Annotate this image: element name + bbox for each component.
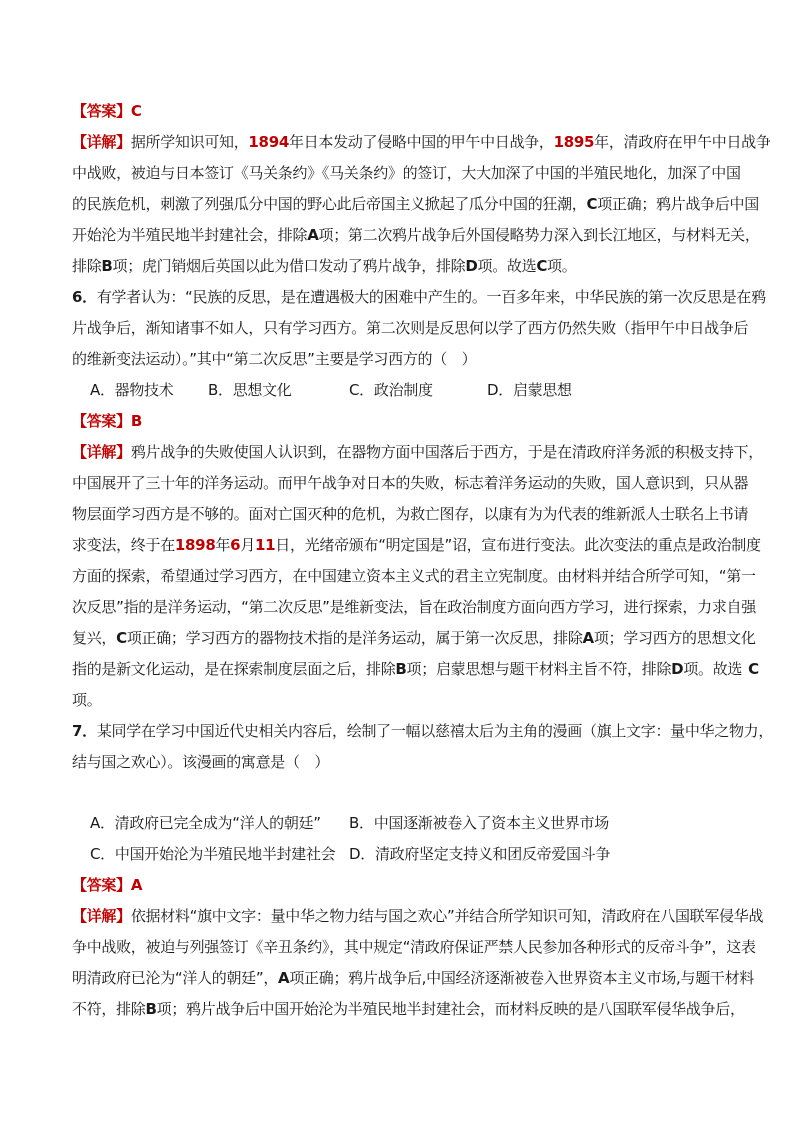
option-letter: B (101, 257, 113, 275)
text: 月 (240, 536, 256, 554)
text: 鸦片战争的失败使国人认识到，在器物方面中国落后于西方，于是在清政府洋务派的积极支持下， (130, 443, 763, 461)
text: 依据材料“旗中文字：量中华之物力结与国之欢心”并结合所学知识可知，清政府在八国联军侵华战 (130, 907, 764, 925)
detail-6-line-8 (72, 654, 759, 685)
option-letter: B (145, 1000, 157, 1018)
text: 项正确；鸦片战争后,中国经济逐渐被卷入世界资本主义市场,与题干材料 (289, 969, 754, 987)
text: 年 (215, 536, 231, 554)
detail-tag: 【详解】 (72, 133, 131, 151)
answer-value: C (130, 102, 142, 120)
option-letter: D (465, 257, 478, 275)
answer-value: B (130, 412, 142, 430)
detail-7-line-3 (72, 963, 754, 994)
text: 项；虎门销烟后英国以此为借口发动了鸦片战争，排除 (112, 257, 466, 275)
question-text: 有学者认为：“民族的反思，是在遭遇极大的困难中产生的。一百多年来，中华民族的第一次反思是在鸦 (96, 288, 766, 306)
option-letter: A (582, 629, 594, 647)
option-letter: C (748, 660, 759, 678)
option-letter: A (278, 969, 290, 987)
question-7-options-row-2 (72, 839, 726, 870)
question-text: 某同学在学习中国近代史相关内容后，绘制了一幅以慈禧太后为主角的漫画（旗上文字：量中华之物力， (96, 722, 774, 740)
option-b[interactable]: B．思想文化 (208, 381, 292, 399)
day: 11 (255, 536, 276, 554)
detail-7-line-2: 争中战败，被迫与列强签订《辛丑条约》，其中规定“清政府保证严禁人民参加各种形式的反帝斗争”，这表 (72, 938, 756, 956)
question-6-line-1 (72, 282, 766, 313)
answer-6-line (72, 406, 726, 437)
detail-5-line-4 (72, 220, 760, 251)
text: 项；学习西方的思想文化 (593, 629, 756, 647)
question-6-line-2: 片战争后，渐知诸事不如人，只有学习西方。第二次则是反思何以学了西方仍然失败（指甲午中日战争后 (72, 319, 749, 337)
text: 项。故选 (683, 660, 743, 678)
text: 指的是新文化运动，是在探索制度层面之后，排除 (72, 660, 396, 678)
answer-7-line (72, 870, 726, 901)
detail-6-line-2: 中国展开了三十年的洋务运动。而甲午战争对日本的失败，标志着洋务运动的失败，国人意识到，只从器 (72, 474, 749, 492)
detail-7-line-1 (72, 901, 764, 932)
detail-tag: 【详解】 (72, 443, 131, 461)
option-letter: C (586, 195, 598, 213)
text: 开始沦为半殖民地半封建社会，排除 (72, 226, 308, 244)
text: 排除 (72, 257, 102, 275)
detail-5-line-2: 中战败，被迫与日本签订《马关条约》《马关条约》的签订，大大加深了中国的半殖民地化，加深了中国 (72, 164, 741, 182)
answer-5-line (72, 96, 726, 127)
option-b[interactable]: B．中国逐渐被卷入了资本主义世界市场 (349, 814, 609, 832)
detail-6-line-6: 次反思”指的是洋务运动，“第二次反思”是维新变法，旨在政治制度方面向西方学习，进行探索，力求自强 (72, 598, 756, 616)
option-letter: B (395, 660, 407, 678)
option-letter: D (671, 660, 684, 678)
text: 的民族危机，刺激了列强瓜分中国的野心此后帝国主义掀起了瓜分中国的狂潮， (72, 195, 587, 213)
question-number: 7． (72, 722, 97, 740)
detail-5-line-3 (72, 189, 759, 220)
text: 项；鸦片战争后中国开始沦为半殖民地半封建社会，而材料反映的是八国联军侵华战争后， (156, 1000, 745, 1018)
option-letter: C (536, 257, 548, 275)
text: 日，光绪帝颁布“明定国是”诏，宣布进行变法。此次变法的重点是政治制度 (275, 536, 761, 554)
option-c[interactable]: C．政治制度 (349, 381, 433, 399)
question-6-line-3: 的维新变法运动）。”其中“第二次反思”主要是学习西方的（ ） (72, 350, 477, 368)
detail-5-line-5 (72, 251, 726, 282)
detail-6-line-4 (72, 530, 761, 561)
option-letter: C (116, 629, 127, 647)
question-7-line-2: 结与国之欢心）。该漫画的寓意是（ ） (72, 753, 330, 771)
detail-6-line-9: 项。 (72, 691, 102, 709)
answer-tag: 【答案】 (72, 412, 131, 430)
detail-7-line-4 (72, 994, 745, 1025)
detail-5-line-1 (72, 127, 771, 158)
answer-tag: 【答案】 (72, 102, 131, 120)
question-7-options-row-1 (72, 808, 726, 839)
month: 6 (230, 536, 241, 554)
question-number: 6． (72, 288, 97, 306)
text: 项。故选 (477, 257, 537, 275)
detail-6-line-3: 物层面学习西方是不够的。面对亡国灭种的危机，为救亡图存，以康有为为代表的维新派人士联名上书请 (72, 505, 749, 523)
year: 1898 (174, 536, 216, 554)
text: 项。 (547, 257, 577, 275)
detail-6-line-5: 方面的探索，希望通过学习西方，在中国建立资本主义式的君主立宪制度。由材料并结合所学可知，“第一 (72, 567, 756, 585)
answer-value: A (130, 876, 143, 894)
year: 1895 (553, 133, 595, 151)
image-gap (72, 778, 726, 808)
answer-tag: 【答案】 (72, 876, 131, 894)
text: 明清政府已沦为“洋人的朝廷”， (72, 969, 279, 987)
option-c[interactable]: C．中国开始沦为半殖民地半封建社会 (90, 845, 336, 863)
question-7-line-1 (72, 716, 774, 747)
detail-6-line-1 (72, 437, 763, 468)
detail-tag: 【详解】 (72, 907, 131, 925)
question-6-options (72, 375, 726, 406)
text: 项正确；鸦片战争后中国 (597, 195, 759, 213)
text: 据所学知识可知， (130, 133, 249, 151)
text: 不符，排除 (72, 1000, 146, 1018)
document-page (72, 96, 774, 1025)
text: 复兴， (72, 629, 117, 647)
detail-6-line-7 (72, 623, 756, 654)
text: 年，清政府在甲午中日战争 (594, 133, 771, 151)
text: 求变法，终于在 (72, 536, 175, 554)
option-d[interactable]: D．清政府坚定支持义和团反帝爱国斗争 (349, 845, 611, 863)
text: 年日本发动了侵略中国的甲午中日战争， (288, 133, 554, 151)
text: 项；启蒙思想与题干材料主旨不符，排除 (406, 660, 672, 678)
text: 项正确；学习西方的器物技术指的是洋务运动，属于第一次反思，排除 (126, 629, 583, 647)
option-d[interactable]: D．启蒙思想 (487, 381, 572, 399)
text: 项；第二次鸦片战争后外国侵略势力深入到长江地区，与材料无关， (318, 226, 760, 244)
option-letter: A (307, 226, 319, 244)
option-a[interactable]: A．清政府已完全成为“洋人的朝廷” (90, 814, 321, 832)
year: 1894 (248, 133, 289, 151)
option-a[interactable]: A．器物技术 (90, 381, 174, 399)
